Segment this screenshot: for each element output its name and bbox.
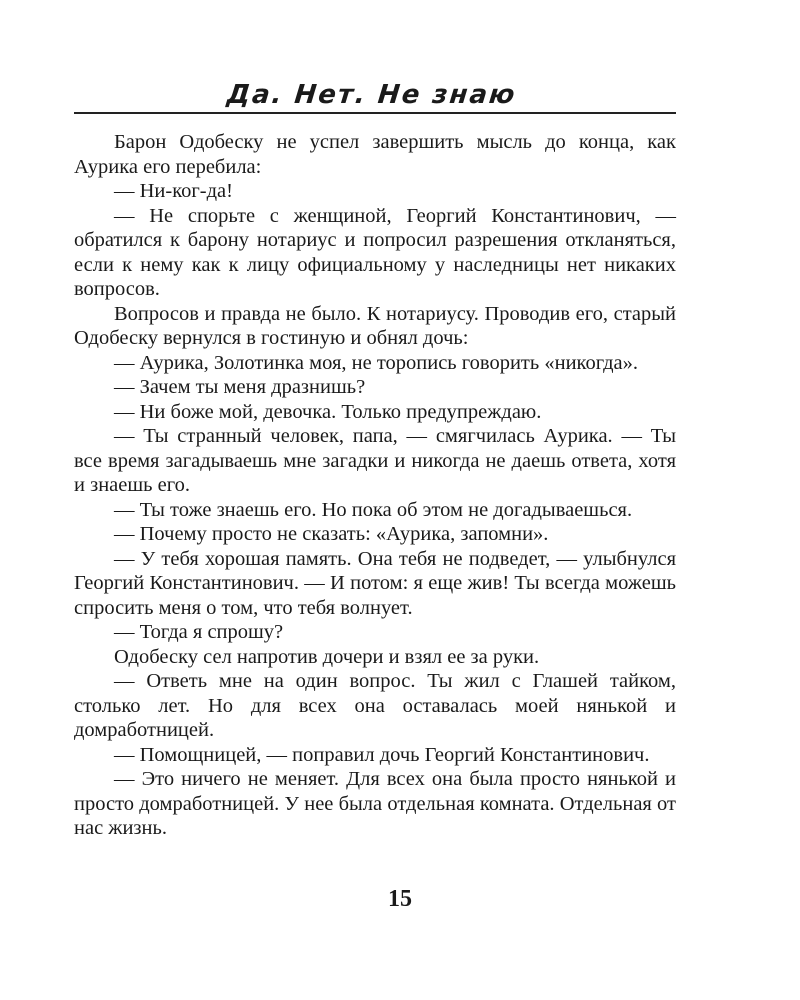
paragraph: — Тогда я спрошу? [114, 621, 284, 643]
paragraph: — Это ничего не меняет. Для всех она была просто нянькой и просто домработницей. У нее была отдельная комната. Отдельная от нас жизнь. [74, 768, 676, 839]
paragraph: — Почему просто не сказать: «Аурика, запомни». [114, 523, 549, 545]
paragraph: — Аурика, Золотинка моя, не торопись говорить «никогда». [114, 351, 639, 374]
page-number: 15 [388, 886, 412, 912]
paragraph: — Помощницей, — поправил дочь Георгий Константинович. [114, 743, 650, 766]
paragraph: — Ты странный человек, папа, — смягчилась Аурика. — Ты все время загадываешь мне загадки и никогда не даешь ответа, хотя и знаешь его. [74, 425, 676, 496]
paragraph: — Не спорьте с женщиной, Георгий Константинович, — обратился к барону нотариус и попросил разрешения откланяться, если к нему как к лицу официальному у наследницы нет никаких вопросов. [74, 204, 676, 300]
paragraph: — Ответь мне на один вопрос. Ты жил с Глашей тайком, столько лет. Но для всех она оставалась моей нянькой и домработницей. [74, 670, 676, 741]
book-title: Да. Нет. Не знаю [225, 80, 518, 110]
paragraph: — Ни боже мой, девочка. Только предупреждаю. [114, 400, 542, 423]
paragraph: — Зачем ты меня дразнишь? [114, 376, 366, 398]
running-header [74, 78, 676, 114]
paragraph: Барон Одобеску не успел завершить мысль до конца, как Аурика его перебила: [74, 131, 676, 178]
paragraph: — Ты тоже знаешь его. Но пока об этом не догадываешься. [114, 498, 633, 521]
paragraph: Вопросов и правда не было. К нотариусу. Проводив его, старый Одобеску вернулся в гостиную и обнял дочь: [74, 302, 676, 349]
paragraph: — Ни-ког-да! [114, 180, 233, 202]
paragraph: — У тебя хорошая память. Она тебя не подведет, — улыбнулся Георгий Константинович. — И потом: я еще жив! Ты всегда можешь спросить меня о том, что тебя волнует. [74, 547, 676, 619]
page-body [74, 130, 676, 841]
paragraph: Одобеску сел напротив дочери и взял ее за руки. [114, 645, 540, 668]
